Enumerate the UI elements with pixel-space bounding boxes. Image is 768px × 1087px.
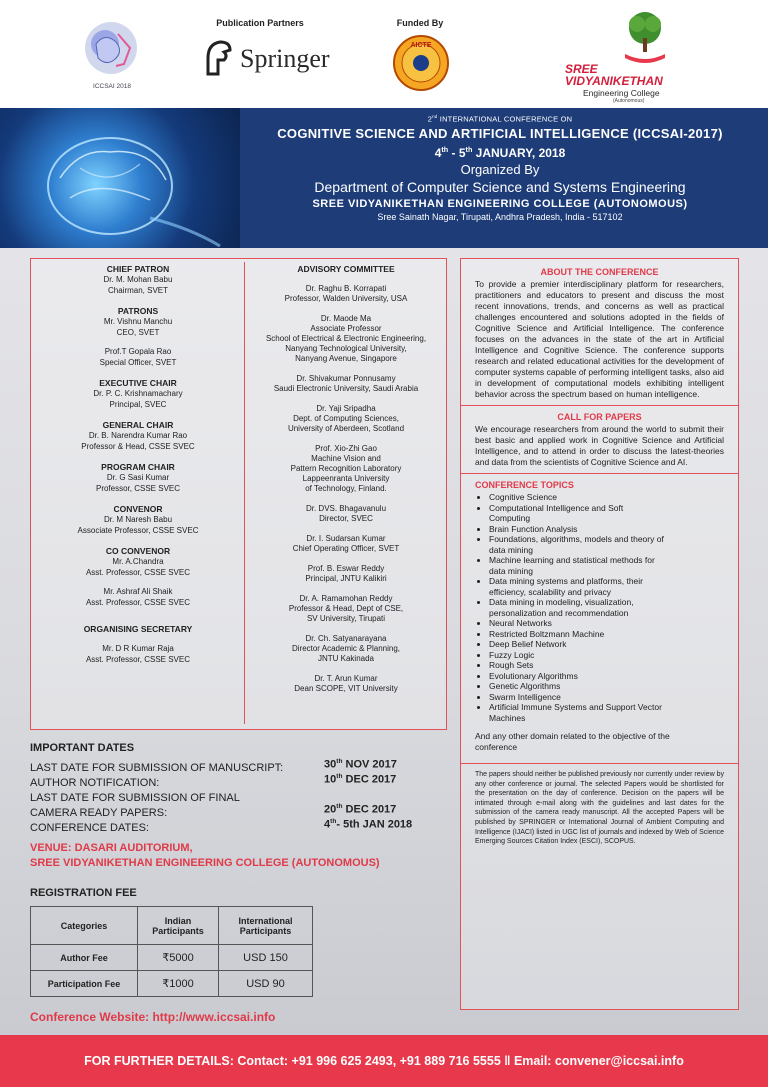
topic-item: • Evolutionary Algorithms <box>489 671 664 682</box>
fee-international: USD 90 <box>219 971 313 997</box>
advisory-member-line: Chief Operating Officer, SVET <box>292 544 400 553</box>
fee-international: USD 150 <box>219 945 313 971</box>
advisory-member-line: Dr. Maode Ma <box>320 314 372 323</box>
col-international: International Participants <box>219 907 313 945</box>
committee-member-line: Special Officer, SVET <box>99 358 177 367</box>
date-label: LAST DATE FOR SUBMISSION OF FINAL <box>30 792 240 804</box>
advisory-member-line: Dept. of Computing Sciences, <box>293 414 399 423</box>
advisory-member <box>248 374 444 394</box>
publication-partners-label: Publication Partners <box>216 18 304 28</box>
registration-heading: REGISTRATION FEE <box>30 887 137 899</box>
advisory-member <box>248 564 444 584</box>
advisory-member-line: Dr. Yaji Sripadha <box>316 404 376 413</box>
date-label: CAMERA READY PAPERS: <box>30 807 168 819</box>
committee-heading: CO CONVENOR <box>105 546 171 556</box>
advisory-member-line: Dr. Raghu B. Korrapati <box>305 284 387 293</box>
committee-member-line: Prof.T Gopala Rao <box>104 347 172 356</box>
topics-closing: And any other domain related to the objective of the conference <box>475 731 670 752</box>
committee-group <box>38 587 238 608</box>
date-value: 10th DEC 2017 <box>324 773 397 786</box>
advisory-member-line: Nanyang Avenue, Singapore <box>295 354 397 363</box>
topic-item: • Neural Networks <box>489 618 664 629</box>
tree-hand-icon <box>615 10 675 64</box>
college-logo-line1: SREE <box>565 62 598 76</box>
committee-group <box>38 624 238 665</box>
committee-left-column <box>38 262 238 665</box>
topics-list <box>475 492 724 723</box>
topic-item: • Restricted Boltzmann Machine <box>489 629 664 640</box>
committee-member-line: Dr. M Naresh Babu <box>103 515 173 524</box>
committee-member-line: Dr. P. C. Krishnamachary <box>93 389 183 398</box>
college-name: SREE VIDYANIKETHAN ENGINEERING COLLEGE (AUTONOMOUS) <box>312 197 688 210</box>
col-categories: Categories <box>31 907 138 945</box>
advisory-member <box>248 674 444 694</box>
about-text: To provide a premier interdisciplinary platform for researchers, practitioners and educators to present and discuss the most recent innovations, trends, and concerns as well as practical challenges encountered and solutions adopted in the fields of Cognitive Science and Artificial Intelligence. The conference focuses on the advances in the state of the art in Artificial Intelligence and Cognitive Science. The conference supports research and related educational activities for the development of computer systems capable of performing intelligent tasks, also aid in development of computational models exhibiting intelligent behavior across the spectrum based on human intelligence. <box>475 279 724 399</box>
advisory-member-line: Director Academic & Planning, <box>291 644 401 653</box>
aicte-text: AICTE <box>410 42 432 49</box>
committee-heading: GENERAL CHAIR <box>102 420 174 430</box>
springer-logo <box>200 38 360 78</box>
advisory-member-line: Dean SCOPE, VIT University <box>294 684 398 693</box>
college-logo-line4: (Autonomous) <box>613 98 645 104</box>
committee-member-line: Mr. D R Kumar Raja <box>102 644 174 653</box>
important-dates-heading: IMPORTANT DATES <box>30 742 135 754</box>
topic-item: • Data mining in modeling, visualization, personalization and recommendation <box>489 597 664 618</box>
advisory-member <box>248 284 444 304</box>
advisory-member-line: Dr. T. Arun Kumar <box>314 674 378 683</box>
college-logo-line3: Engineering College <box>583 88 660 98</box>
advisory-member-line: of Technology, Finland. <box>305 484 387 493</box>
committee-member-line: CEO, SVET <box>116 328 160 337</box>
publication-note: The papers should neither be published previously nor currently under review by any other conference or journal. The selected Papers would be shortlisted for the presentation on the day of conference. Decision on the papers will be intimated through e-mail along with the guidelines and last dates for the submission of the camera ready manuscript. All the accepted Papers will be published by SPRINGER or International Journal of Ambient Computing and Intelligence (IJACI) listed in UGC list of journals and indexed by Web of Science Emerging Sources Citation Index (ESCI), SCOPUS. <box>475 771 724 846</box>
topic-item: • Swarm Intelligence <box>489 692 664 703</box>
advisory-member-line: Dr. Shivakumar Ponnusamy <box>296 374 396 383</box>
topic-item: • Artificial Immune Systems and Support Vector Machines <box>489 702 664 723</box>
committee-member-line: Chairman, SVET <box>107 286 169 295</box>
date-label: LAST DATE FOR SUBMISSION OF MANUSCRIPT: <box>30 762 284 774</box>
committee-member-line: Principal, SVEC <box>109 400 167 409</box>
advisory-member <box>248 594 444 624</box>
college-address: Sree Sainath Nagar, Tirupati, Andhra Pradesh, India - 517102 <box>377 211 623 222</box>
springer-wordmark: Springer <box>240 44 330 73</box>
fee-category: Participation Fee <box>31 971 138 997</box>
date-row <box>30 803 450 818</box>
committee-group <box>38 546 238 578</box>
advisory-member <box>248 504 444 524</box>
date-label: AUTHOR NOTIFICATION: <box>30 777 160 789</box>
advisory-member-line: Professor, Walden University, USA <box>284 294 408 303</box>
advisory-member-line: Principal, JNTU Kalikiri <box>305 574 387 583</box>
logo-bar <box>0 0 768 108</box>
committee-member-line: Professor & Head, CSSE SVEC <box>81 442 195 451</box>
title-banner <box>0 108 768 248</box>
date-row <box>30 758 450 773</box>
conference-edition: 2nd INTERNATIONAL CONFERENCE ON <box>427 114 573 124</box>
date-value: 4th- 5th JAN 2018 <box>324 818 413 831</box>
date-label: CONFERENCE DATES: <box>30 822 149 834</box>
info-column <box>460 258 739 1010</box>
topic-item: • Genetic Algorithms <box>489 681 664 692</box>
fee-indian: ₹1000 <box>138 971 219 997</box>
advisory-member-line: Pattern Recognition Laboratory <box>290 464 402 473</box>
topic-item: • Machine learning and statistical methods for data mining <box>489 555 664 576</box>
advisory-member-line: Prof. Xio-Zhi Gao <box>315 444 377 453</box>
topic-item: • Rough Sets <box>489 660 664 671</box>
advisory-member-line: Director, SVEC <box>319 514 373 523</box>
advisory-member-line: JNTU Kakinada <box>317 654 375 663</box>
topic-item: • Data mining systems and platforms, their efficiency, scalability and privacy <box>489 576 664 597</box>
committee-group <box>38 306 238 338</box>
advisory-member <box>248 444 444 494</box>
aicte-logo <box>392 34 450 92</box>
conference-website-link[interactable]: Conference Website: http://www.iccsai.info <box>30 1010 276 1024</box>
date-row <box>30 788 450 803</box>
topic-item: • Computational Intelligence and Soft Computing <box>489 503 664 524</box>
topic-item: • Cognitive Science <box>489 492 664 503</box>
call-for-papers-heading: CALL FOR PAPERS <box>557 412 642 422</box>
registration-table-wrap <box>30 906 313 997</box>
committee-group <box>38 264 238 296</box>
committee-member-line: Associate Professor, CSSE SVEC <box>77 526 199 535</box>
call-for-papers-text: We encourage researchers from around the world to submit their best basic and applied work in Cognitive Science and Artificial Intelligence, and to attend in order to discuss the latest-theories and data from the scientists of Cognitive Science and AI. <box>475 424 724 467</box>
committee-member-line: Mr. A.Chandra <box>112 557 164 566</box>
about-heading: ABOUT THE CONFERENCE <box>540 267 659 277</box>
committee-member-line: Asst. Professor, CSSE SVEC <box>85 598 191 607</box>
college-logo <box>565 10 715 102</box>
committee-member-line: Dr. M. Mohan Babu <box>103 275 173 284</box>
venue-line2: SREE VIDYANIKETHAN ENGINEERING COLLEGE (AUTONOMOUS) <box>30 857 380 869</box>
committee-heading: CHIEF PATRON <box>106 264 170 274</box>
committee-member-line: Professor, CSSE SVEC <box>95 484 181 493</box>
advisory-member-line: SV University, Tirupati <box>306 614 386 623</box>
department-name: Department of Computer Science and Systems Engineering <box>314 178 686 195</box>
advisory-member-line: Dr. DVS. Bhagavanulu <box>305 504 387 513</box>
committee-group <box>38 462 238 494</box>
date-value: 30th NOV 2017 <box>324 758 397 771</box>
fee-category: Author Fee <box>31 945 138 971</box>
committee-heading: PATRONS <box>117 306 159 316</box>
advisory-member-line: Nanyang Technological University, <box>285 344 407 353</box>
advisory-member-line: Lappeenranta University <box>302 474 390 483</box>
advisory-member-line: Associate Professor <box>310 324 382 333</box>
advisory-member <box>248 634 444 664</box>
committee-group <box>38 420 238 452</box>
advisory-member-line: Saudi Electronic University, Saudi Arabia <box>273 384 419 393</box>
committee-member-line: Mr. Vishnu Manchu <box>103 317 173 326</box>
advisory-member-line: School of Electrical & Electronic Engineering, <box>265 334 427 343</box>
advisory-member <box>248 404 444 434</box>
committee-heading: CONVENOR <box>113 504 163 514</box>
organized-by: Organized By <box>460 161 540 177</box>
advisory-committee-heading: ADVISORY COMMITTEE <box>297 264 395 274</box>
brain-icon <box>0 108 240 248</box>
committee-right-column <box>248 262 444 694</box>
advisory-member-line: Dr. A. Ramamohan Reddy <box>299 594 393 603</box>
conference-date: 4th - 5th JANUARY, 2018 <box>434 144 566 160</box>
committee-member-line: Mr. Ashraf Ali Shaik <box>103 587 173 596</box>
col-indian: Indian Participants <box>138 907 219 945</box>
committee-member-line: Asst. Professor, CSSE SVEC <box>85 568 191 577</box>
committee-group <box>38 347 238 368</box>
advisory-member-line: Professor & Head, Dept of CSE, <box>288 604 404 613</box>
advisory-member <box>248 534 444 554</box>
advisory-member <box>248 314 444 364</box>
committee-member-line: Asst. Professor, CSSE SVEC <box>85 655 191 664</box>
committee-group <box>38 504 238 536</box>
topics-heading: CONFERENCE TOPICS <box>475 480 574 490</box>
topic-item: • Foundations, algorithms, models and theory of data mining <box>489 534 664 555</box>
committee-divider <box>244 262 245 724</box>
conference-title: COGNITIVE SCIENCE AND ARTIFICIAL INTELLIGENCE (ICCSAI-2017) <box>277 125 723 141</box>
college-logo-line2: VIDYANIKETHAN <box>565 74 663 88</box>
date-value: 20th DEC 2017 <box>324 803 397 816</box>
brain-illustration <box>0 108 240 248</box>
committee-member-line: Dr. B. Narendra Kumar Rao <box>88 431 188 440</box>
committee-group <box>38 378 238 410</box>
topic-item: • Fuzzy Logic <box>489 650 664 661</box>
committee-member-line: Dr. G Sasi Kumar <box>106 473 170 482</box>
date-row <box>30 818 450 833</box>
fee-indian: ₹5000 <box>138 945 219 971</box>
date-row <box>30 773 450 788</box>
topic-item: • Brain Function Analysis <box>489 524 664 535</box>
registration-table <box>30 906 313 997</box>
springer-horse-icon <box>200 38 236 78</box>
advisory-member-line: Prof. B. Eswar Reddy <box>307 564 385 573</box>
venue-line1: VENUE: DASARI AUDITORIUM, <box>30 842 193 854</box>
banner-text <box>232 108 768 248</box>
advisory-member-line: Machine Vision and <box>311 454 381 463</box>
topic-item: • Deep Belief Network <box>489 639 664 650</box>
funded-by-label: Funded By <box>396 18 444 28</box>
committee-heading: ORGANISING SECRETARY <box>83 624 193 634</box>
committee-heading: EXECUTIVE CHAIR <box>99 378 177 388</box>
advisory-member-line: Dr. I. Sudarsan Kumar <box>306 534 386 543</box>
left-logo-caption: ICCSAI 2018 <box>93 83 131 90</box>
important-dates-list <box>30 758 450 833</box>
advisory-member-line: Dr. Ch. Satyanarayana <box>305 634 387 643</box>
advisory-member-line: University of Aberdeen, Scotland <box>287 424 405 433</box>
iccsai-logo <box>78 14 144 90</box>
contact-footer: FOR FURTHER DETAILS: Contact: +91 996 625 2493, +91 889 716 5555 ‖ Email: convener@iccsai.info <box>0 1035 768 1087</box>
committee-heading: PROGRAM CHAIR <box>101 462 175 472</box>
